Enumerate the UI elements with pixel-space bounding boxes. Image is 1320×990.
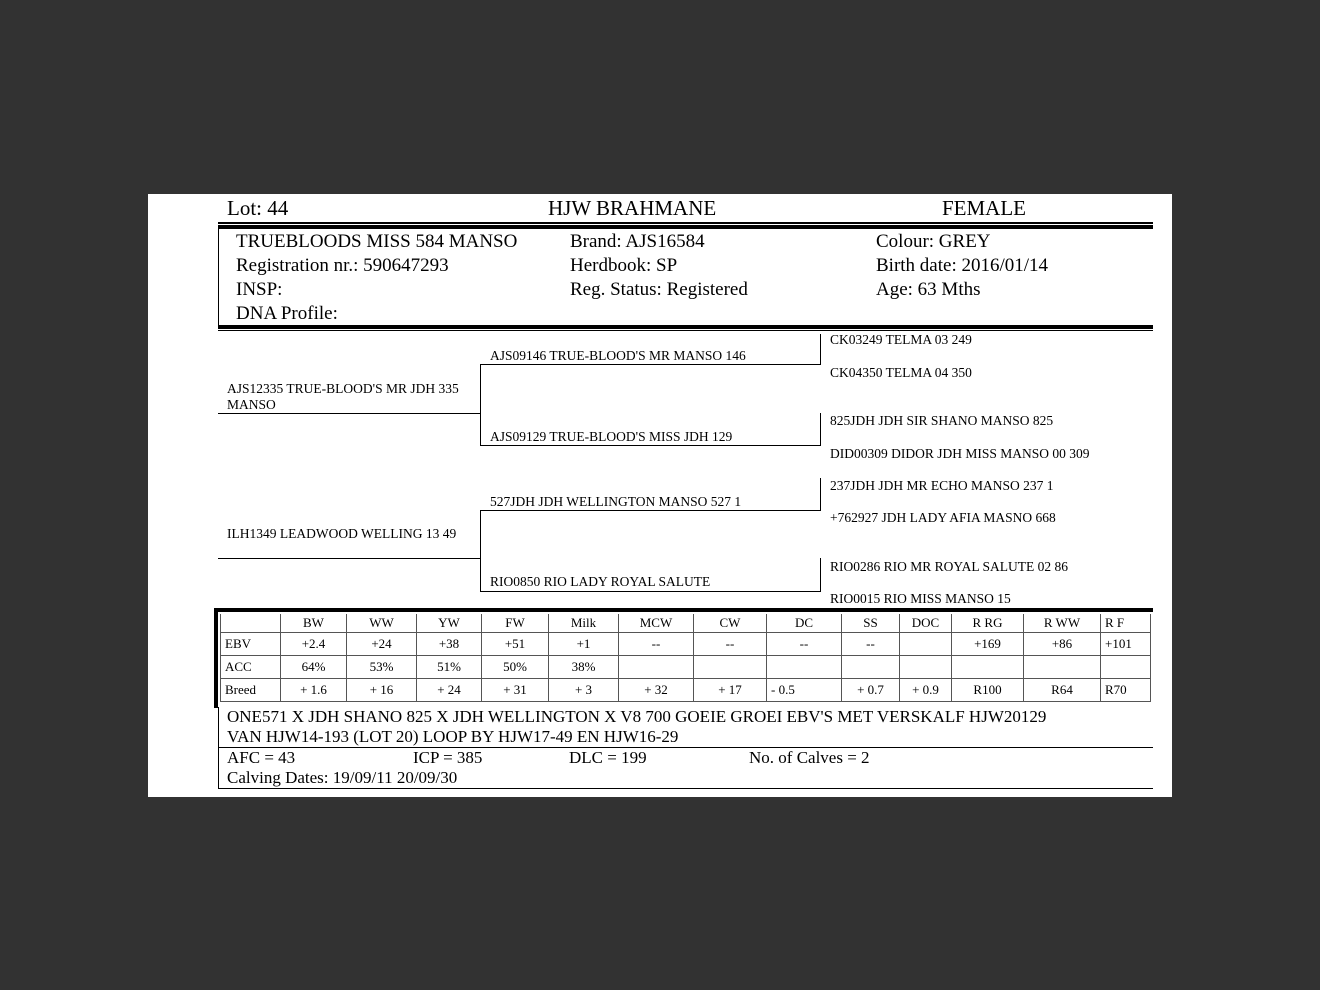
acc-cell: 50% bbox=[482, 656, 549, 679]
breed-row-label: Breed bbox=[221, 679, 281, 702]
pedigree-dam-sire: 527JDH JDH WELLINGTON MANSO 527 1 bbox=[490, 494, 742, 509]
breed-cell: R100 bbox=[952, 679, 1024, 702]
sire-bracket bbox=[480, 364, 481, 446]
pedigree-ggp-7: RIO0286 RIO MR ROYAL SALUTE 02 86 bbox=[830, 559, 1069, 574]
ebv-table bbox=[220, 614, 1151, 702]
ggp-bracket-1 bbox=[820, 334, 821, 365]
pedigree-ggp-3: 825JDH JDH SIR SHANO MANSO 825 bbox=[830, 413, 1054, 428]
herdbook-value: Herdbook: SP bbox=[570, 255, 678, 276]
pedigree-sire-sire: AJS09146 TRUE-BLOOD'S MR MANSO 146 bbox=[490, 348, 746, 363]
notes-rule bbox=[218, 747, 1153, 748]
ebv-cell: +86 bbox=[1024, 633, 1101, 656]
ebv-header-cell: Milk bbox=[549, 614, 619, 633]
pedigree-dam: ILH1349 LEADWOOD WELLING 13 49 bbox=[227, 526, 457, 541]
calving-dates: Calving Dates: 19/09/11 20/09/30 bbox=[227, 768, 458, 787]
breed-title: HJW BRAHMANE bbox=[548, 196, 717, 220]
notes-line-2: VAN HJW14-193 (LOT 20) LOOP BY HJW17-49 EN HJW16-29 bbox=[227, 727, 679, 746]
dna-profile-label: DNA Profile: bbox=[236, 303, 338, 324]
ebv-header-cell: BW bbox=[281, 614, 347, 633]
ebv-cell: +51 bbox=[482, 633, 549, 656]
dam-bracket bbox=[480, 510, 481, 592]
breed-cell: + 16 bbox=[347, 679, 417, 702]
breed-cell: + 32 bbox=[619, 679, 694, 702]
ebv-header-cell: DC bbox=[767, 614, 842, 633]
pedigree-ggp-4: DID00309 DIDOR JDH MISS MANSO 00 309 bbox=[830, 446, 1090, 461]
ebv-cell: +38 bbox=[417, 633, 482, 656]
ebv-row-label: EBV bbox=[221, 633, 281, 656]
ebv-header-cell: WW bbox=[347, 614, 417, 633]
sex-label: FEMALE bbox=[942, 196, 1026, 220]
ebv-header-cell: FW bbox=[482, 614, 549, 633]
breed-cell: R70 bbox=[1101, 679, 1151, 702]
ebv-header-cell: R RG bbox=[952, 614, 1024, 633]
dam-dam-line bbox=[480, 591, 821, 592]
acc-cell bbox=[1101, 656, 1151, 679]
sire-line bbox=[218, 413, 481, 414]
acc-row-label: ACC bbox=[221, 656, 281, 679]
ggp-bracket-2 bbox=[820, 413, 821, 446]
breed-cell: R64 bbox=[1024, 679, 1101, 702]
ebv-header-cell: DOC bbox=[900, 614, 952, 633]
dam-line bbox=[218, 558, 481, 559]
ebv-cell: -- bbox=[619, 633, 694, 656]
age-value: Age: 63 Mths bbox=[876, 279, 981, 300]
ebv-header-cell bbox=[221, 614, 281, 633]
info-rule-thin bbox=[218, 330, 1153, 331]
ggp-bracket-4 bbox=[820, 558, 821, 592]
header-rule-thick bbox=[218, 225, 1153, 229]
acc-row bbox=[221, 656, 1151, 679]
lot-catalogue-page bbox=[148, 194, 1172, 797]
ebv-cell: -- bbox=[694, 633, 767, 656]
header-rule-thin bbox=[218, 222, 1153, 224]
bottom-rule bbox=[218, 788, 1153, 789]
table-rule-thick bbox=[214, 608, 1153, 612]
info-rule-thick bbox=[218, 325, 1153, 329]
pedigree-ggp-2: CK04350 TELMA 04 350 bbox=[830, 365, 972, 380]
colour-value: Colour: GREY bbox=[876, 231, 991, 252]
acc-cell bbox=[952, 656, 1024, 679]
ebv-cell: -- bbox=[842, 633, 900, 656]
afc-value: AFC = 43 bbox=[227, 748, 296, 767]
pedigree-sire-dam: AJS09129 TRUE-BLOOD'S MISS JDH 129 bbox=[490, 429, 733, 444]
ebv-header-cell: CW bbox=[694, 614, 767, 633]
reg-status-value: Reg. Status: Registered bbox=[570, 279, 748, 300]
acc-cell bbox=[842, 656, 900, 679]
acc-cell: 53% bbox=[347, 656, 417, 679]
animal-name: TRUEBLOODS MISS 584 MANSO bbox=[236, 231, 518, 252]
birth-date-value: Birth date: 2016/01/14 bbox=[876, 255, 1049, 276]
ebv-cell: +24 bbox=[347, 633, 417, 656]
pedigree-ggp-8: RIO0015 RIO MISS MANSO 15 bbox=[830, 591, 1011, 606]
table-left-bar bbox=[214, 608, 218, 708]
breed-cell: + 0.9 bbox=[900, 679, 952, 702]
notes-line-1: ONE571 X JDH SHANO 825 X JDH WELLINGTON X V8 700 GOEIE GROEI EBV'S MET VERSKALF HJW20129 bbox=[227, 707, 1047, 726]
ebv-cell bbox=[900, 633, 952, 656]
acc-cell bbox=[900, 656, 952, 679]
acc-cell bbox=[619, 656, 694, 679]
breed-cell: + 3 bbox=[549, 679, 619, 702]
acc-cell: 51% bbox=[417, 656, 482, 679]
breed-row bbox=[221, 679, 1151, 702]
ebv-header-cell: SS bbox=[842, 614, 900, 633]
pedigree-sire: AJS12335 TRUE-BLOOD'S MR JDH 335 MANSO bbox=[227, 381, 459, 412]
lot-number: Lot: 44 bbox=[227, 196, 289, 220]
dam-sire-line bbox=[480, 510, 821, 511]
breed-cell: - 0.5 bbox=[767, 679, 842, 702]
pedigree-ggp-1: CK03249 TELMA 03 249 bbox=[830, 332, 972, 347]
brand-value: Brand: AJS16584 bbox=[570, 231, 705, 252]
insp-label: INSP: bbox=[236, 279, 283, 300]
calves-count: No. of Calves = 2 bbox=[749, 748, 870, 767]
ebv-header-row bbox=[221, 614, 1151, 633]
pedigree-ggp-5: 237JDH JDH MR ECHO MANSO 237 1 bbox=[830, 478, 1054, 493]
notes-left-border bbox=[218, 707, 219, 789]
acc-cell bbox=[694, 656, 767, 679]
breed-cell: + 1.6 bbox=[281, 679, 347, 702]
dlc-value: DLC = 199 bbox=[569, 748, 647, 767]
ebv-cell: +101 bbox=[1101, 633, 1151, 656]
info-box-left-border bbox=[218, 229, 219, 325]
acc-cell bbox=[767, 656, 842, 679]
breed-cell: + 17 bbox=[694, 679, 767, 702]
pedigree-ggp-6: +762927 JDH LADY AFIA MASNO 668 bbox=[830, 510, 1056, 525]
ebv-row bbox=[221, 633, 1151, 656]
acc-cell bbox=[1024, 656, 1101, 679]
acc-cell: 64% bbox=[281, 656, 347, 679]
ggp-bracket-3 bbox=[820, 478, 821, 511]
sire-dam-line bbox=[480, 445, 821, 446]
breed-cell: + 0.7 bbox=[842, 679, 900, 702]
ebv-cell: +2.4 bbox=[281, 633, 347, 656]
registration-number: Registration nr.: 590647293 bbox=[236, 255, 449, 276]
breed-cell: + 31 bbox=[482, 679, 549, 702]
sire-sire-line bbox=[480, 364, 821, 365]
icp-value: ICP = 385 bbox=[413, 748, 483, 767]
pedigree-dam-dam: RIO0850 RIO LADY ROYAL SALUTE bbox=[490, 574, 711, 589]
ebv-cell: -- bbox=[767, 633, 842, 656]
ebv-header-cell: MCW bbox=[619, 614, 694, 633]
ebv-header-cell: R WW bbox=[1024, 614, 1101, 633]
ebv-cell: +169 bbox=[952, 633, 1024, 656]
breed-cell: + 24 bbox=[417, 679, 482, 702]
ebv-header-cell: R F bbox=[1101, 614, 1151, 633]
acc-cell: 38% bbox=[549, 656, 619, 679]
ebv-header-cell: YW bbox=[417, 614, 482, 633]
ebv-cell: +1 bbox=[549, 633, 619, 656]
